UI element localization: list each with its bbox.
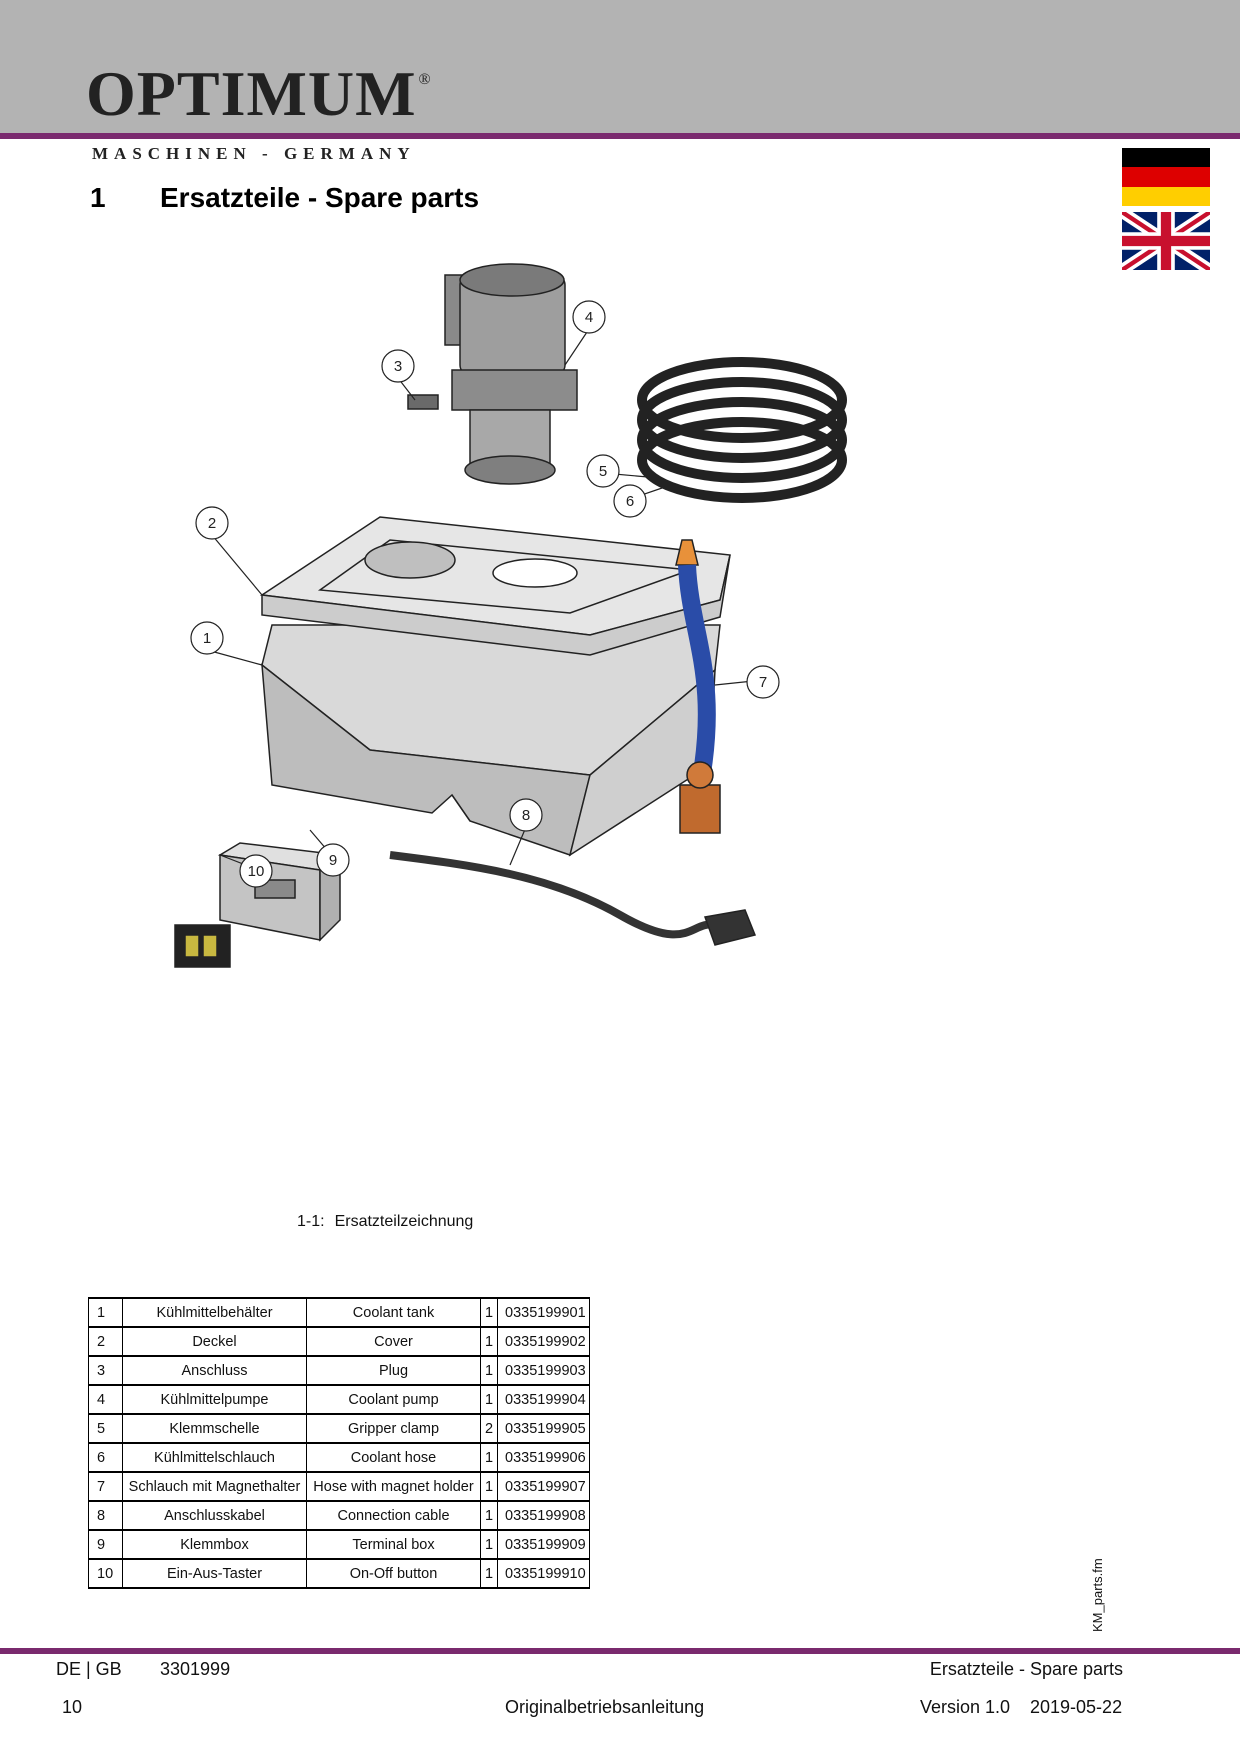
on-off-switch-illustration: [175, 925, 230, 967]
part-position: 5: [89, 1414, 123, 1443]
table-row: [89, 1356, 590, 1385]
footer-version: Version 1.0: [920, 1697, 1011, 1717]
part-quantity: 1: [481, 1559, 498, 1588]
part-name-en: Connection cable: [307, 1501, 481, 1530]
part-name-en: Coolant tank: [307, 1298, 481, 1327]
part-position: 8: [89, 1501, 123, 1530]
table-row: [89, 1327, 590, 1356]
part-name-de: Anschluss: [123, 1356, 307, 1385]
figure-caption: 1-1: Ersatzteilzeichnung: [297, 1213, 474, 1230]
table-row: [89, 1559, 590, 1588]
part-position: 4: [89, 1385, 123, 1414]
callout-4: 4: [584, 309, 594, 326]
part-name-en: Hose with magnet holder: [307, 1472, 481, 1501]
spare-parts-drawing: [170, 255, 970, 1015]
part-name-de: Kühlmittelpumpe: [123, 1385, 307, 1414]
part-name-de: Klemmschelle: [123, 1414, 307, 1443]
callout-8: 8: [521, 807, 531, 824]
part-name-de: Klemmbox: [123, 1530, 307, 1559]
table-row: [89, 1385, 590, 1414]
part-position: 2: [89, 1327, 123, 1356]
part-number: 0335199902: [498, 1327, 590, 1356]
spare-parts-table: [88, 1297, 590, 1589]
german-flag-icon: [1122, 148, 1210, 206]
coolant-tank-illustration: [262, 625, 720, 855]
part-name-en: Gripper clamp: [307, 1414, 481, 1443]
connection-cable-illustration: [390, 855, 755, 945]
part-quantity: 1: [481, 1443, 498, 1472]
source-file-label: KM_parts.fm: [1090, 1558, 1105, 1632]
footer-section: Ersatzteile - Spare parts: [929, 1659, 1123, 1679]
part-name-de: Schlauch mit Magnethalter: [123, 1472, 307, 1501]
footer-date: 2019-05-22: [1030, 1697, 1123, 1717]
part-name-en: Plug: [307, 1356, 481, 1385]
part-number: 0335199904: [498, 1385, 590, 1414]
part-quantity: 2: [481, 1414, 498, 1443]
part-position: 6: [89, 1443, 123, 1472]
part-name-de: Kühlmittelschlauch: [123, 1443, 307, 1472]
part-number: 0335199908: [498, 1501, 590, 1530]
part-number: 0335199905: [498, 1414, 590, 1443]
footer-doc-number: 3301999: [160, 1659, 231, 1679]
table-row: [89, 1501, 590, 1530]
part-name-de: Deckel: [123, 1327, 307, 1356]
callout-3: 3: [393, 358, 403, 375]
part-name-de: Anschlusskabel: [123, 1501, 307, 1530]
table-row: [89, 1298, 590, 1327]
part-quantity: 1: [481, 1501, 498, 1530]
part-quantity: 1: [481, 1530, 498, 1559]
part-position: 1: [89, 1298, 123, 1327]
part-number: 0335199901: [498, 1298, 590, 1327]
part-position: 3: [89, 1356, 123, 1385]
logo-tagline: MASCHINEN - GERMANY: [92, 144, 416, 163]
part-number: 0335199909: [498, 1530, 590, 1559]
footer-original: Originalbetriebsanleitung: [505, 1697, 705, 1717]
part-number: 0335199903: [498, 1356, 590, 1385]
callout-2: 2: [207, 515, 217, 532]
callout-9: 9: [328, 852, 338, 869]
part-number: 0335199906: [498, 1443, 590, 1472]
part-name-en: Cover: [307, 1327, 481, 1356]
footer-languages: DE | GB: [56, 1659, 122, 1679]
part-quantity: 1: [481, 1356, 498, 1385]
part-name-en: On-Off button: [307, 1559, 481, 1588]
callout-5: 5: [598, 463, 608, 480]
callout-7: 7: [758, 674, 768, 691]
callout-6: 6: [625, 493, 635, 510]
header-accent-line: [0, 133, 1240, 139]
section-title: Ersatzteile - Spare parts: [160, 182, 480, 213]
part-position: 10: [89, 1559, 123, 1588]
table-row: [89, 1472, 590, 1501]
part-number: 0335199910: [498, 1559, 590, 1588]
part-number: 0335199907: [498, 1472, 590, 1501]
part-name-de: Ein-Aus-Taster: [123, 1559, 307, 1588]
part-name-en: Coolant hose: [307, 1443, 481, 1472]
page-number: 10: [62, 1697, 83, 1717]
part-quantity: 1: [481, 1472, 498, 1501]
part-quantity: 1: [481, 1327, 498, 1356]
callout-10: 10: [247, 863, 265, 880]
callout-1: 1: [202, 630, 212, 647]
table-row: [89, 1530, 590, 1559]
part-name-en: Coolant pump: [307, 1385, 481, 1414]
part-position: 9: [89, 1530, 123, 1559]
part-position: 7: [89, 1472, 123, 1501]
part-quantity: 1: [481, 1298, 498, 1327]
coolant-hose-illustration: [642, 362, 842, 498]
footer-accent-line: [0, 1648, 1240, 1654]
coolant-pump-illustration: [445, 264, 577, 484]
optimum-logo: OPTIMUM ®: [86, 58, 432, 129]
table-row: [89, 1443, 590, 1472]
part-name-de: Kühlmittelbehälter: [123, 1298, 307, 1327]
part-quantity: 1: [481, 1385, 498, 1414]
uk-flag-icon: [1122, 212, 1210, 270]
table-row: [89, 1414, 590, 1443]
part-name-en: Terminal box: [307, 1530, 481, 1559]
section-number: 1: [90, 182, 106, 213]
